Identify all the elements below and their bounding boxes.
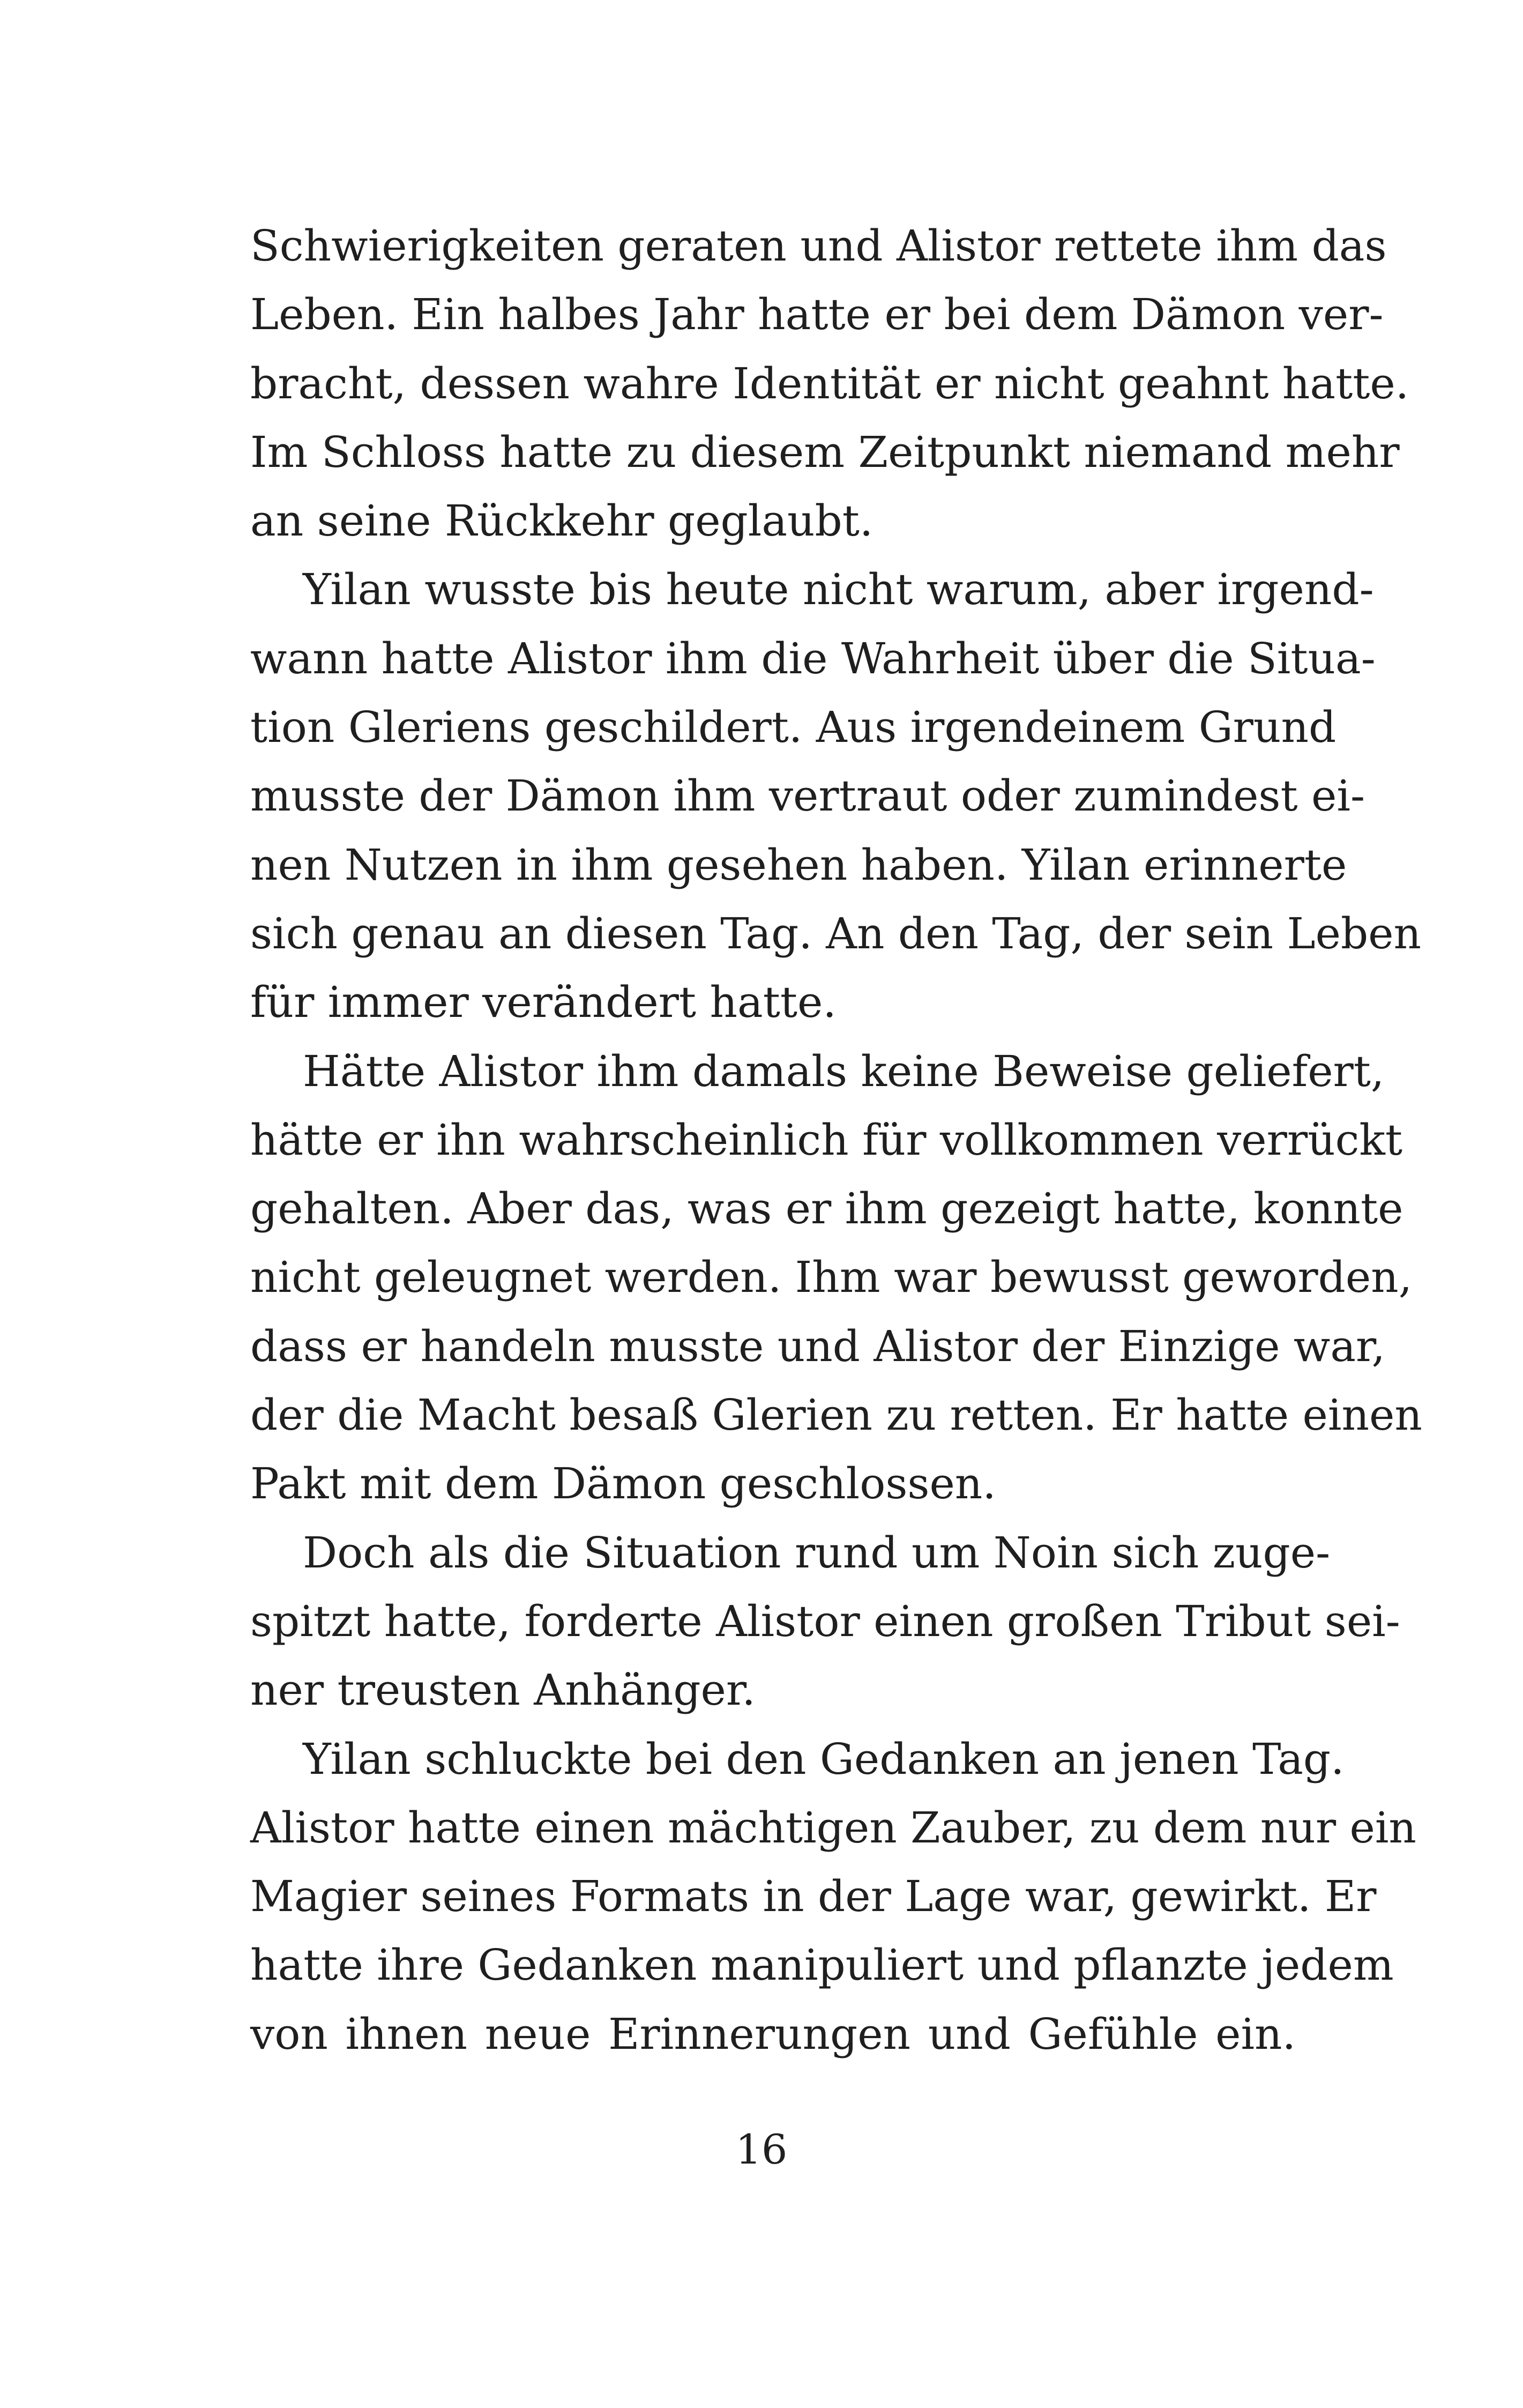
text-line: an seine Rückkehr geglaubt.	[250, 496, 874, 546]
text-line: der die Macht besaß Glerien zu retten. Er hatte einen	[250, 1390, 1422, 1440]
text-line: für immer verändert hatte.	[250, 977, 837, 1028]
text-line: musste der Dämon ihm vertraut oder zumindest ei-	[250, 771, 1365, 821]
text-line: Pakt mit dem Dämon geschlossen.	[250, 1459, 996, 1509]
page-number: 16	[735, 2125, 788, 2173]
text-line: Doch als die Situation rund um Noin sich zuge-	[303, 1527, 1331, 1578]
text-line: bracht, dessen wahre Identität er nicht geahnt hatte.	[250, 358, 1409, 408]
text-line: Yilan wusste bis heute nicht warum, aber irgend-	[303, 564, 1374, 615]
text-line: Leben. Ein halbes Jahr hatte er bei dem Dämon ver-	[250, 289, 1384, 340]
text-line: hatte ihre Gedanken manipuliert und pflanzte jedem	[250, 1940, 1394, 1990]
text-line: Schwierigkeiten geraten und Alistor rettete ihm das	[250, 221, 1387, 271]
text-line: Im Schloss hatte zu diesem Zeitpunkt niemand mehr	[250, 427, 1400, 477]
text-line: gehalten. Aber das, was er ihm gezeigt hatte, konnte	[250, 1184, 1403, 1234]
text-line: nicht geleugnet werden. Ihm war bewusst geworden,	[250, 1252, 1413, 1303]
text-line: hätte er ihn wahrscheinlich für vollkommen verrückt	[250, 1114, 1403, 1165]
book-page-text	[250, 212, 1422, 2069]
text-line: Yilan schluckte bei den Gedanken an jenen Tag.	[303, 1734, 1345, 1784]
text-line: nen Nutzen in ihm gesehen haben. Yilan erinnerte	[250, 839, 1347, 890]
text-line: Hätte Alistor ihm damals keine Beweise geliefert,	[303, 1046, 1385, 1096]
text-line: tion Gleriens geschildert. Aus irgendeinem Grund	[250, 702, 1337, 753]
text-line: von ihnen neue Erinnerungen und Gefühle ein.	[250, 2009, 1296, 2059]
text-line: sich genau an diesen Tag. An den Tag, der sein Leben	[250, 908, 1422, 958]
text-line: Alistor hatte einen mächtigen Zauber, zu dem nur ein	[250, 1802, 1416, 1853]
text-line: Magier seines Formats in der Lage war, gewirkt. Er	[250, 1871, 1377, 1922]
text-line: spitzt hatte, forderte Alistor einen großen Tribut sei-	[250, 1596, 1400, 1646]
text-line: wann hatte Alistor ihm die Wahrheit über die Situa-	[250, 633, 1376, 683]
text-line: ner treusten Anhänger.	[250, 1665, 756, 1715]
text-line: dass er handeln musste und Alistor der Einzige war,	[250, 1321, 1385, 1371]
